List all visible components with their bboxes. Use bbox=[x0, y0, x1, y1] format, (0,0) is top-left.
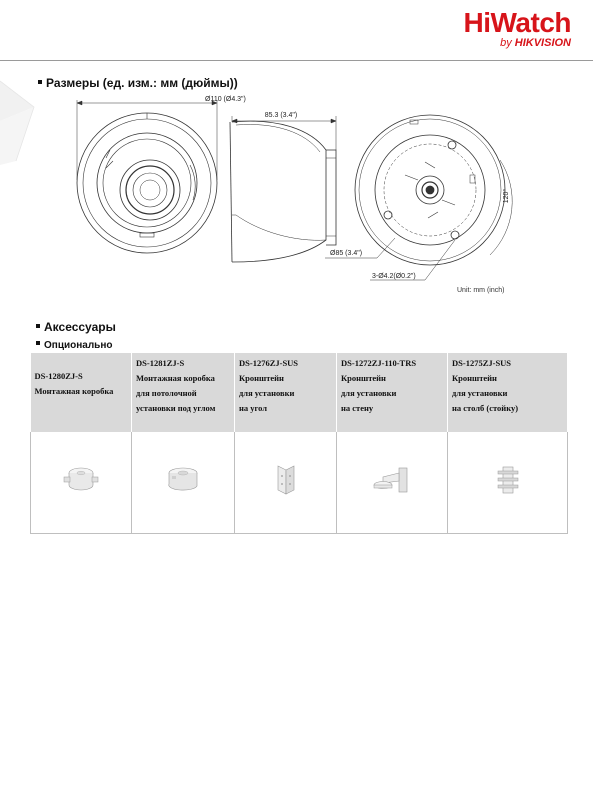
accessory-desc: Монтажная коробка bbox=[34, 386, 114, 396]
accessory-model: DS-1281ZJ-S bbox=[136, 358, 185, 368]
accessories-subheading bbox=[36, 340, 112, 351]
accessory-desc: для потолочной bbox=[136, 388, 197, 398]
accessories-heading bbox=[36, 320, 116, 334]
dimension-drawings bbox=[0, 0, 593, 300]
accessory-desc: установки под углом bbox=[136, 403, 216, 413]
accessory-desc: Кронштейн bbox=[341, 373, 386, 383]
front-diameter-label: Ø110 (Ø4.3") bbox=[205, 96, 246, 103]
brand-name: HiWatch bbox=[463, 7, 571, 38]
back-angle-label: 120° bbox=[503, 188, 510, 204]
back-base-diameter-label: Ø85 (3.4") bbox=[330, 250, 363, 257]
back-holes-label: 3-Ø4.2(Ø0.2") bbox=[372, 273, 416, 280]
accessory-model: DS-1272ZJ-110-TRS bbox=[341, 358, 417, 368]
side-view-drawing bbox=[230, 121, 336, 262]
accessory-model: DS-1280ZJ-S bbox=[34, 371, 83, 381]
accessory-header-1 bbox=[31, 353, 132, 432]
front-view-drawing bbox=[77, 113, 217, 253]
accessory-desc: для установки bbox=[452, 388, 508, 398]
accessory-image-cell bbox=[132, 432, 235, 534]
accessory-header-5 bbox=[448, 353, 568, 432]
accessory-header-2 bbox=[132, 353, 235, 432]
inclined-box-icon bbox=[162, 464, 204, 496]
back-angle-dimension bbox=[490, 160, 512, 255]
side-depth-dimension bbox=[232, 116, 336, 150]
accessories-subheading-text: Опционально bbox=[44, 340, 113, 351]
accessory-desc: на угол bbox=[239, 403, 268, 413]
accessory-desc: на столб (стойку) bbox=[452, 403, 519, 413]
accessory-desc: на стену bbox=[341, 403, 374, 413]
back-view-drawing bbox=[355, 115, 505, 265]
table-header-row bbox=[31, 353, 568, 432]
side-depth-label: 85.3 (3.4") bbox=[264, 112, 298, 119]
accessory-header-3 bbox=[235, 353, 337, 432]
brand-company: HIKVISION bbox=[514, 37, 571, 49]
dimensions-heading-text: Размеры (ед. изм.: мм (дюймы)) bbox=[46, 76, 238, 90]
accessory-image-cell bbox=[337, 432, 448, 534]
unit-note: Unit: mm (inch) bbox=[457, 287, 505, 294]
accessory-image-cell bbox=[448, 432, 568, 534]
pole-mount-icon bbox=[494, 464, 522, 496]
table-image-row bbox=[31, 432, 568, 534]
brand-by: by bbox=[500, 37, 512, 49]
bullet-square-icon bbox=[36, 324, 40, 328]
accessory-desc: Кронштейн bbox=[452, 373, 497, 383]
accessories-table bbox=[30, 353, 568, 534]
accessory-desc: Кронштейн bbox=[239, 373, 284, 383]
accessory-desc: Монтажная коробка bbox=[136, 373, 215, 383]
junction-box-icon bbox=[61, 463, 101, 497]
accessory-image-cell bbox=[31, 432, 132, 534]
wall-mount-icon bbox=[371, 465, 413, 495]
accessory-header-4 bbox=[337, 353, 448, 432]
accessory-image-cell bbox=[235, 432, 337, 534]
accessories-heading-text: Аксессуары bbox=[44, 320, 116, 334]
accessory-desc: для установки bbox=[341, 388, 397, 398]
accessory-model: DS-1276ZJ-SUS bbox=[239, 358, 299, 368]
accessory-desc: для установки bbox=[239, 388, 295, 398]
front-diameter-dimension bbox=[77, 100, 217, 180]
bullet-square-icon bbox=[36, 341, 40, 345]
corner-mount-icon bbox=[274, 462, 298, 498]
accessory-model: DS-1275ZJ-SUS bbox=[452, 358, 512, 368]
